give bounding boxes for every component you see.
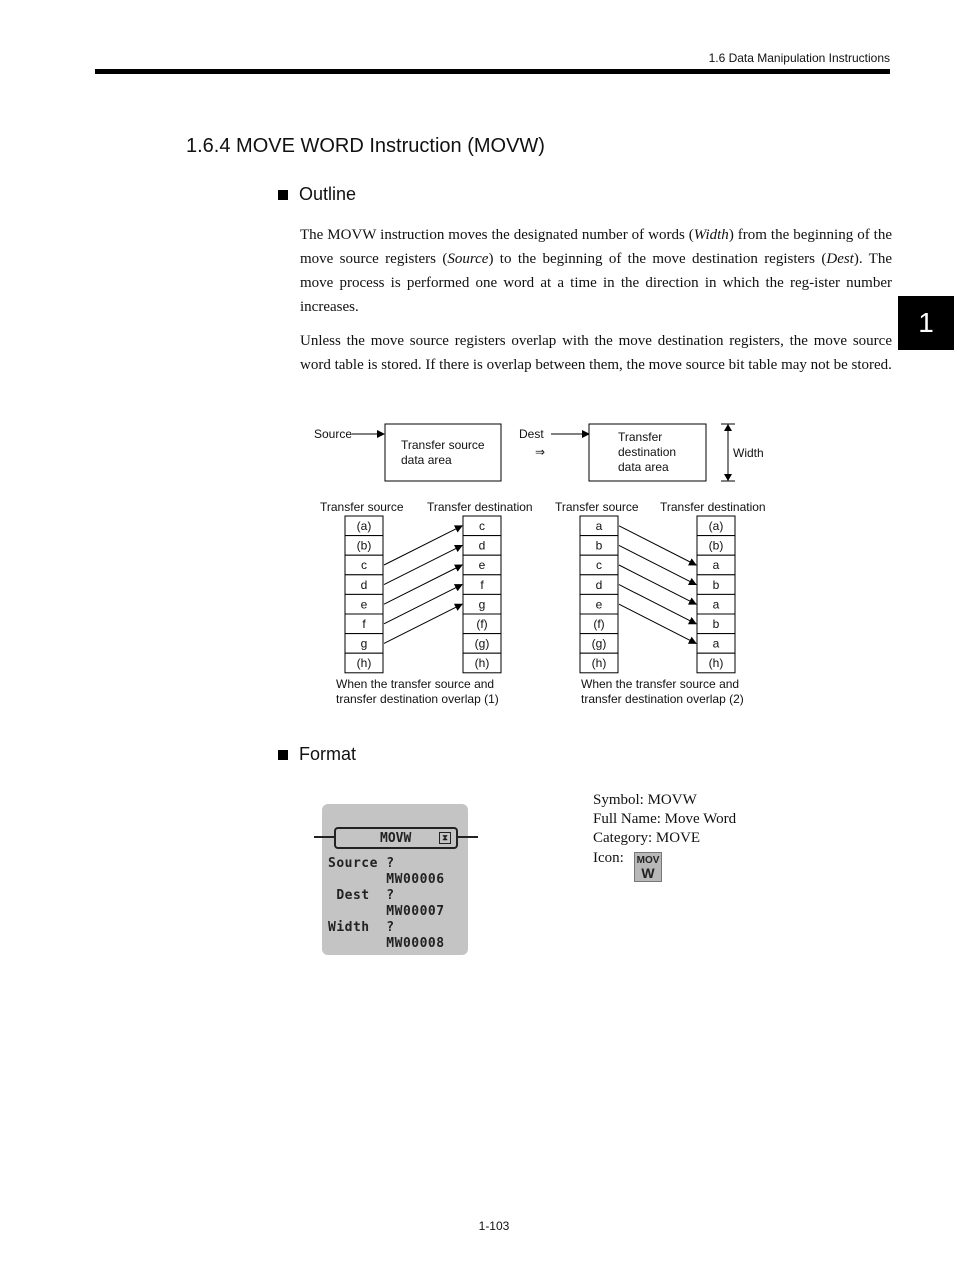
page-number: 1-103 — [478, 1219, 510, 1233]
case2-source-cell-text: a — [595, 519, 603, 533]
section-title: 1.6.4 MOVE WORD Instruction (MOVW) — [186, 135, 545, 157]
case2-destination-cell-text: a — [712, 597, 720, 612]
block-output-line — [456, 836, 478, 838]
case1-destination-cell-text: d — [478, 538, 486, 553]
case2-transfer-arrow — [619, 585, 696, 624]
dest-box-line-2: destination — [618, 445, 677, 459]
case2-transfer-arrow — [619, 565, 696, 604]
case1-destination-cell-text: (f) — [476, 617, 488, 631]
case2-destination-cell-text: b — [712, 617, 720, 631]
case2-destination-cell-text: a — [712, 558, 720, 573]
case1-destination-cell-text: c — [479, 519, 485, 533]
block-row-width-value: MW00008 — [328, 936, 445, 951]
case2-destination-cell-text: (h) — [708, 656, 724, 671]
case2-transfer-arrow — [619, 526, 696, 565]
bullet-square-icon — [278, 750, 288, 760]
outline-heading-text: Outline — [299, 184, 357, 204]
block-title-box — [334, 827, 458, 849]
case2-caption-line-1: When the transfer source and — [581, 677, 740, 691]
source-label: Source — [314, 427, 353, 441]
case1-source-cell-text: g — [360, 636, 368, 651]
dest-box-line-1: Transfer — [618, 430, 663, 444]
case1-destination-cell-text: (g) — [474, 636, 490, 651]
case2-src-header: Transfer source — [555, 500, 639, 514]
source-box-line-2: data area — [401, 453, 452, 467]
block-row-source: Source ? — [328, 856, 395, 871]
case1-source-cell-text: c — [361, 558, 367, 573]
case1-transfer-arrow — [384, 585, 462, 624]
icon-label: Icon: — [593, 850, 624, 866]
case1-source-cell-text: f — [362, 617, 366, 631]
width-label: Width — [733, 446, 764, 460]
case1-destination-cell-text: e — [478, 558, 486, 573]
source-box-line-1: Transfer source — [401, 438, 485, 452]
case2-caption-line-2: transfer destination overlap (2) — [581, 692, 744, 706]
case2-source-cell-text: e — [595, 597, 603, 612]
case1-destination-cell-text: g — [478, 597, 486, 612]
case1-source-cell-text: (h) — [356, 656, 372, 671]
block-row-dest-value: MW00007 — [328, 904, 445, 919]
dest-box-line-3: data area — [618, 460, 669, 474]
format-heading — [278, 744, 356, 765]
block-row-dest: Dest ? — [328, 888, 395, 903]
case1-transfer-arrow — [384, 545, 462, 584]
case2-destination-cell-text: (a) — [708, 519, 724, 533]
full-name-text: Full Name: Move Word — [593, 811, 737, 827]
category-text: Category: MOVE — [593, 830, 701, 846]
block-row-source-value: MW00006 — [328, 872, 445, 887]
case1-destination-cell-text: f — [480, 577, 484, 592]
case2-source-cell-text: b — [595, 538, 603, 553]
case1-src-header: Transfer source — [320, 500, 404, 514]
case1-destination-cell-text: (h) — [474, 656, 490, 671]
case1-caption-line-2: transfer destination overlap (1) — [336, 692, 499, 706]
symbol-text: Symbol: MOVW — [593, 792, 697, 808]
case2-source-cell-text: (f) — [593, 617, 605, 631]
case1-source-cell-text: (a) — [356, 519, 372, 533]
movw-function-block — [322, 804, 468, 955]
case2-destination-cell-text: (b) — [708, 538, 724, 553]
running-header: 1.6 Data Manipulation Instructions — [708, 51, 890, 65]
outline-paragraph-1: The MOVW instruction moves the designated number of words (Width) from the beginning of the move source registers (Source) to the beginning of the move destination registers (Dest). The move process is performed one word at a time in the direction in which the reg-ister number increases. — [300, 227, 893, 315]
case2-destination-cell-text: b — [712, 577, 720, 592]
case2-source-cell-text: (h) — [591, 656, 607, 671]
case1-source-cell-text: e — [360, 597, 368, 612]
chapter-tab: 1 — [898, 296, 954, 350]
case1-transfer-arrow — [384, 565, 462, 604]
case1-dst-header: Transfer destination — [427, 500, 533, 514]
outline-paragraph-2: Unless the move source registers overlap with the move destination registers, the move source word table is stored. If there is overlap between them, the move source bit table may not be stored. — [300, 333, 892, 373]
hourglass-icon: ⧗ — [439, 832, 451, 844]
case2-source-cell-text: c — [596, 558, 602, 573]
case1-transfer-arrow — [384, 604, 462, 643]
block-title: MOVW — [380, 831, 412, 846]
case2-destination-cell-text: a — [712, 636, 720, 651]
case2-dst-header: Transfer destination — [660, 500, 766, 514]
movw-toolbar-icon: MOV W — [634, 852, 662, 882]
case1-source-cell-text: d — [360, 577, 368, 592]
case2-source-cell-text: d — [595, 577, 603, 592]
format-heading-text: Format — [299, 744, 357, 764]
case1-source-cell-text: (b) — [356, 538, 372, 553]
dest-implies-arrow: ⇒ — [535, 445, 546, 459]
block-input-line — [314, 836, 336, 838]
case2-transfer-arrow — [619, 545, 696, 584]
case2-source-cell-text: (g) — [591, 636, 607, 651]
case1-transfer-arrow — [384, 526, 462, 565]
block-row-width: Width ? — [328, 920, 395, 935]
case1-caption-line-1: When the transfer source and — [336, 677, 495, 691]
dest-label: Dest — [519, 427, 544, 441]
case2-transfer-arrow — [619, 604, 696, 643]
